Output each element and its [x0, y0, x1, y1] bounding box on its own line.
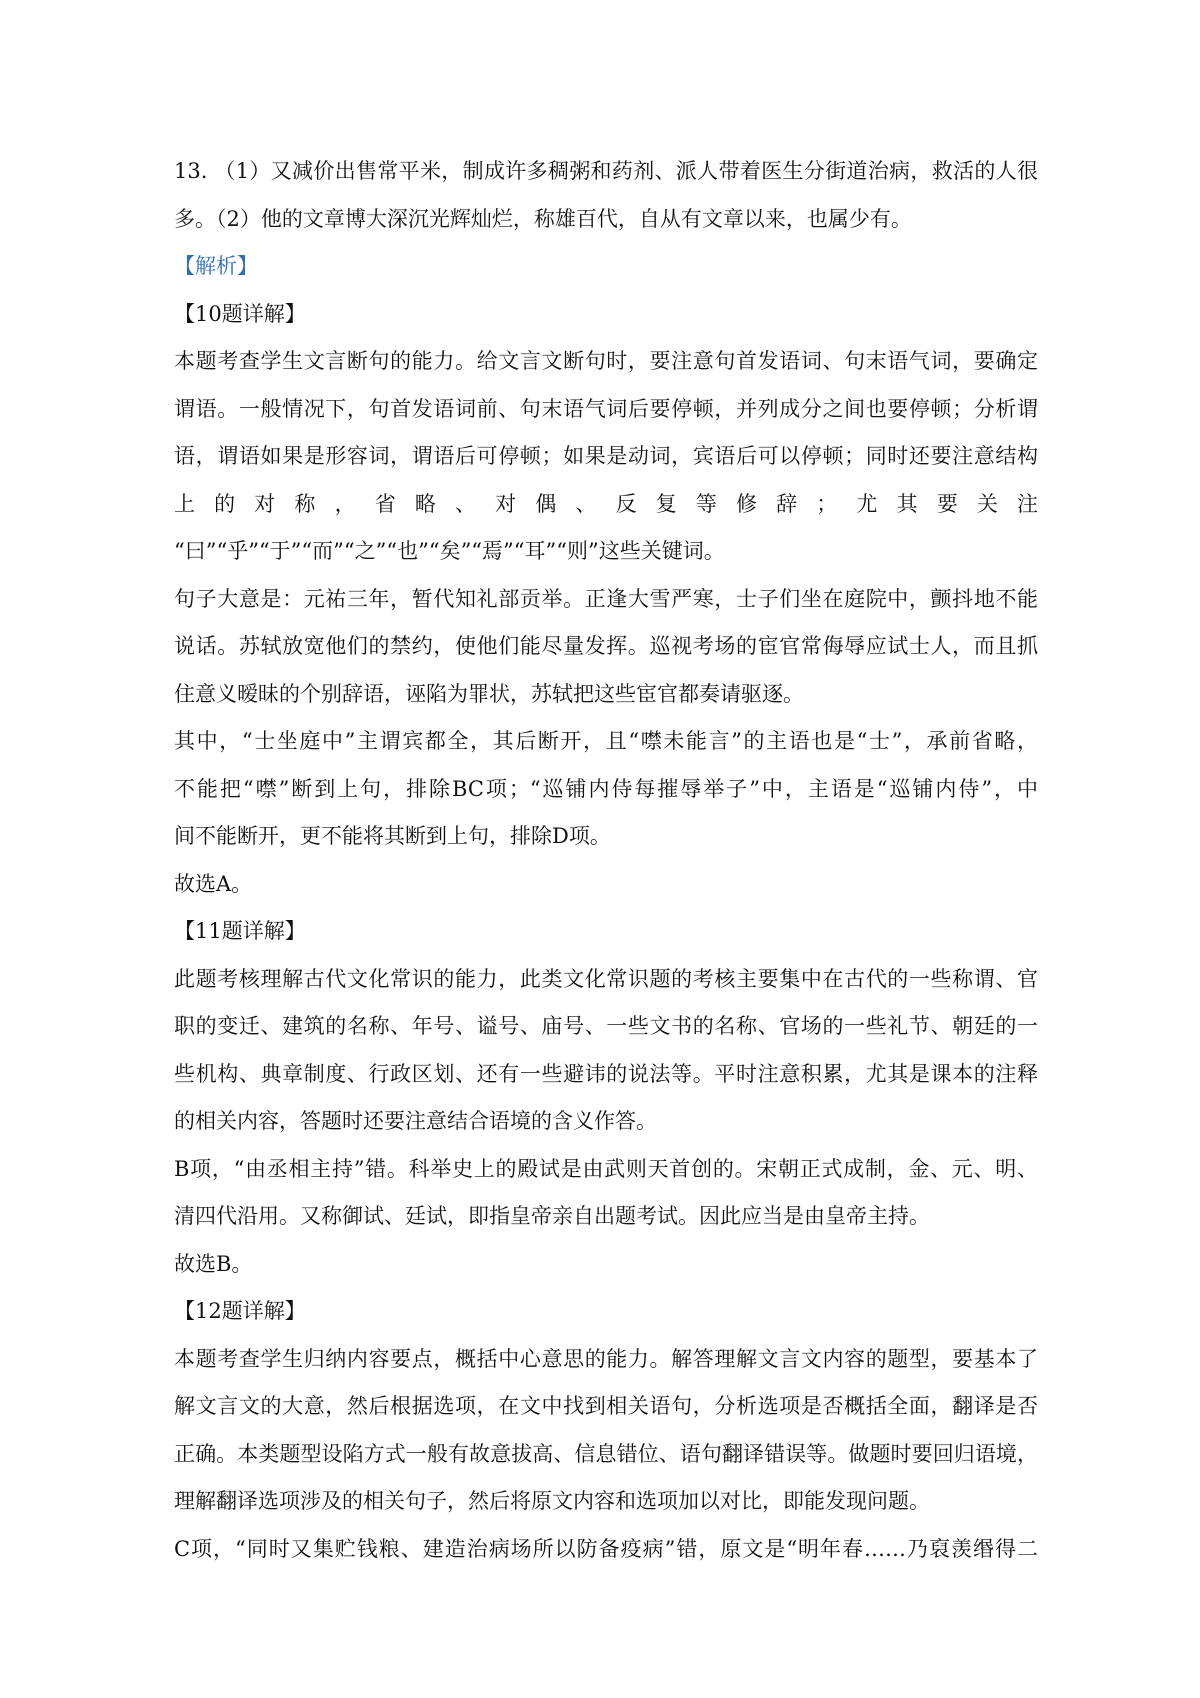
paragraph-line: 故选A。	[174, 871, 253, 896]
paragraph-line: 13. （1）又减价出售常平米，制成许多稠粥和药剂、派人带着医生分街道治病，救活的人很	[174, 159, 1038, 183]
paragraph-line: 间不能断开，更不能将其断到上句，排除D项。	[174, 824, 611, 848]
paragraph-line: 解文言文的大意，然后根据选项，在文中找到相关语句，分析选项是否概括全面，翻译是否	[174, 1394, 1038, 1418]
paragraph-line: 此题考核理解古代文化常识的能力，此类文化常识题的考核主要集中在古代的一些称谓、官	[174, 966, 1038, 991]
paragraph-line: 句子大意是：元祐三年，暂代知礼部贡举。正逢大雪严寒，士子们坐在庭院中，颤抖地不能	[174, 586, 1038, 611]
analysis-heading: 【解析】	[174, 254, 258, 278]
paragraph-line: 语，谓语如果是形容词，谓语后可停顿；如果是动词，宾语后可以停顿；同时还要注意结构	[174, 444, 1038, 468]
paragraph-line: 的相关内容，答题时还要注意结合语境的含义作答。	[174, 1109, 657, 1133]
paragraph-line: 故选B。	[174, 1251, 253, 1276]
question-section-heading: 【11题详解】	[174, 919, 306, 943]
paragraph-line: 说话。苏轼放宽他们的禁约，使他们能尽量发挥。巡视考场的宦官常侮辱应试士人，而且抓	[174, 634, 1038, 658]
paragraph-line: 职的变迁、建筑的名称、年号、谥号、庙号、一些文书的名称、官场的一些礼节、朝廷的一	[174, 1014, 1038, 1038]
document-body	[174, 148, 1038, 1573]
paragraph-line: 些机构、典章制度、行政区划、还有一些避讳的说法等。平时注意积累，尤其是课本的注释	[174, 1061, 1038, 1086]
paragraph-line: 不能把“噤”断到上句，排除BC项；“巡铺内侍每摧辱举子”中，主语是“巡铺内侍”，中	[174, 776, 1038, 801]
paragraph-line: 谓语。一般情况下，句首发语词前、句末语气词后要停顿，并列成分之间也要停顿；分析谓	[174, 396, 1038, 421]
paragraph-line: 清四代沿用。又称御试、廷试，即指皇帝亲自出题考试。因此应当是由皇帝主持。	[174, 1204, 930, 1228]
paragraph-line: 本题考查学生归纳内容要点，概括中心意思的能力。解答理解文言文内容的题型，要基本了	[174, 1346, 1038, 1371]
question-section-heading: 【10题详解】	[174, 301, 306, 326]
paragraph-line: 理解翻译选项涉及的相关句子，然后将原文内容和选项加以对比，即能发现问题。	[174, 1489, 930, 1513]
paragraph-line: 住意义暧昧的个别辞语，诬陷为罪状，苏轼把这些宦官都奏请驱逐。	[174, 681, 804, 706]
paragraph-line: 本题考查学生文言断句的能力。给文言文断句时，要注意句首发语词、句末语气词，要确定	[174, 349, 1038, 373]
paragraph-line: C项，“同时又集贮钱粮、建造治病场所以防备疫病”错，原文是“明年春……乃裒羡缗得二	[174, 1536, 1038, 1561]
paragraph-line: B项，“由丞相主持”错。科举史上的殿试是由武则天首创的。宋朝正式成制，金、元、明、	[174, 1156, 1038, 1181]
paragraph-line: 其中，“士坐庭中”主谓宾都全，其后断开，且“噤未能言”的主语也是“士”，承前省略，	[174, 729, 1038, 753]
paragraph-line: 上的对称，省略、对偶、反复等修辞；尤其要关注	[174, 491, 1038, 516]
paragraph-line: 正确。本类题型设陷方式一般有故意拔高、信息错位、语句翻译错误等。做题时要回归语境，	[174, 1441, 1038, 1466]
paragraph-line: 多。（2）他的文章博大深沉光辉灿烂，称雄百代，自从有文章以来，也属少有。	[174, 206, 912, 231]
question-section-heading: 【12题详解】	[174, 1299, 306, 1323]
paragraph-line: “曰”“乎”“于”“而”“之”“也”“矣”“焉”“耳”“则”这些关键词。	[174, 539, 725, 563]
